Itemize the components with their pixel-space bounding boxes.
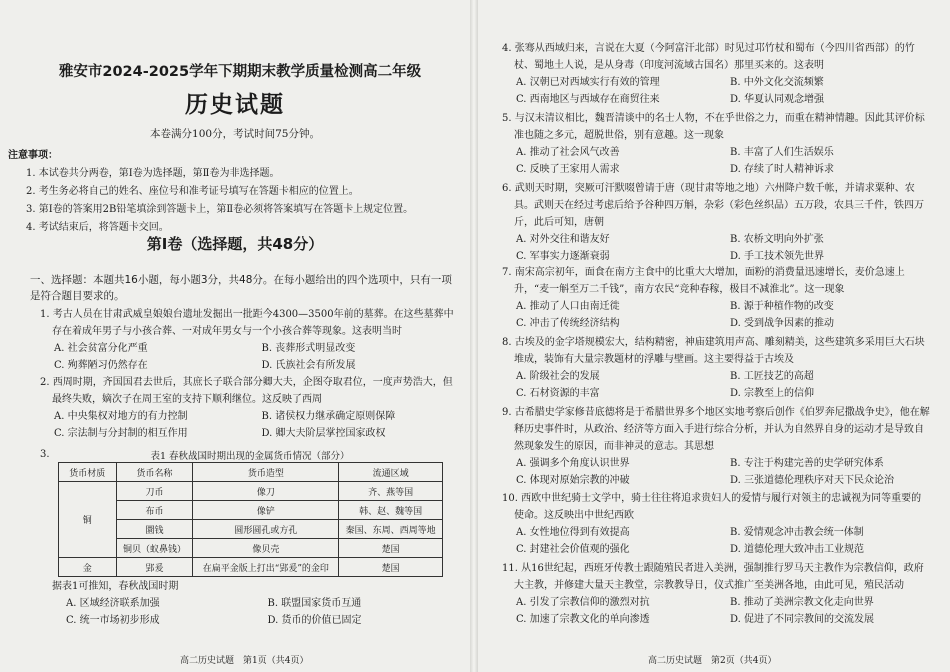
option-a: A. 阶级社会的发展 [516, 371, 600, 382]
option-c: C. 统一市场初步形成 [66, 615, 160, 626]
notice-heading: 注意事项： [8, 150, 58, 161]
table-cell: 在扁平金版上打出“郢爰”的金印 [193, 558, 339, 577]
table-caption: 表1 春秋战国时期出现的金属货币情况（部分） [150, 451, 350, 462]
option-c: C. 冲击了传统经济结构 [516, 318, 620, 329]
table-cell: 像贝壳 [193, 539, 339, 558]
question-7 [502, 264, 930, 332]
option-a: A. 中央集权对地方的有力控制 [54, 411, 188, 422]
question-stem: 10. 西欧中世纪骑士文学中，骑士往往将追求贵妇人的爱情与履行对领主的忠诚视为同等重要的使命。这反映出中世纪西欧 [502, 493, 922, 521]
exam-page-2 [478, 0, 950, 672]
currency-table [58, 462, 443, 577]
question-3 [52, 578, 455, 629]
table-cell: 圜钱 [116, 520, 193, 539]
table-header: 货币造型 [193, 463, 339, 482]
option-d: D. 存续了时人精神诉求 [730, 164, 835, 175]
notice-block [8, 147, 463, 237]
question-3-number: 3. [40, 449, 50, 460]
table-cell: 像刀 [193, 482, 339, 501]
question-stem: 9. 古希腊史学家修昔底德将是于希腊世界多个地区实地考察后创作《伯罗奔尼撒战争史》，他在解释历史事件时，从政治、经济等方面入手进行综合分析，并认为自然界自身的运动才是导致自然现象发生的原因，而非神灵的意志。其思想 [502, 407, 930, 452]
option-d: D. 受到战争因素的推动 [730, 318, 835, 329]
table-cell: 郢爰 [116, 558, 193, 577]
option-b: B. 工匠技艺的高超 [730, 371, 814, 382]
table-row [59, 520, 443, 539]
table-row [59, 558, 443, 577]
option-d: D. 华夏认同观念增强 [730, 94, 825, 105]
option-c: C. 军事实力逐渐衰弱 [516, 251, 610, 262]
question-stem: 5. 与汉末清议相比，魏晋清谈中的名士人物，不在乎世俗之力，而重在精神情趣。因此其评价标准也随之多元，超脱世俗，别有意趣。这一现象 [502, 113, 925, 141]
option-c: C. 体现对原始宗教的冲破 [516, 475, 630, 486]
option-c: C. 封建社会价值观的强化 [516, 544, 630, 555]
option-c: C. 加速了宗教文化的单向渗透 [516, 614, 650, 625]
option-c: C. 西南地区与西域存在商贸往来 [516, 94, 660, 105]
table-cell: 楚国 [339, 558, 443, 577]
option-b: B. 联盟国家货币互通 [267, 598, 362, 609]
table-header: 货币材质 [59, 463, 117, 482]
table-cell: 刀币 [116, 482, 193, 501]
subject-title: 历史试题 [185, 92, 285, 118]
question-1 [40, 306, 455, 374]
exam-title: 雅安市2024-2025学年下期期末教学质量检测高二年级 [58, 64, 422, 80]
page-footer: 高二历史试题 第1页（共4页） [180, 656, 309, 666]
option-d: D. 手工技术领先世界 [730, 251, 825, 262]
question-stem: 7. 南宋高宗初年，面食在南方主食中的比重大大增加，面粉的消费量迅速增长，麦价急速上升，“麦一斛至万二千钱”，南方农民“竞种春稼，极目不减淮北”。这一现象 [502, 267, 905, 295]
question-stem: 1. 考古人员在甘肃武威皇娘娘台遗址发掘出一批距今4300—3500年前的墓葬。在这些墓葬中存在着成年男子与小孩合葬、一对成年男女与一个小孩合葬等现象。这表明当时 [40, 309, 454, 337]
option-d: D. 宗教至上的信仰 [730, 388, 815, 399]
notice-item: 3. 第Ⅰ卷的答案用2B铅笔填涂到答题卡上，第Ⅱ卷必须将答案填写在答题卡上规定位置。 [26, 204, 414, 215]
option-a: A. 推动了人口由南迁徙 [516, 301, 620, 312]
table-cell: 布币 [116, 501, 193, 520]
option-b: B. 农桥文明向外扩张 [730, 234, 824, 245]
table-cell: 秦国、东周、西周等地 [339, 520, 443, 539]
option-c: C. 反映了王家用人需求 [516, 164, 620, 175]
notice-item: 1. 本试卷共分两卷，第Ⅰ卷为选择题，第Ⅱ卷为非选择题。 [26, 168, 280, 179]
question-stem: 8. 古埃及的金字塔规模宏大，结构精密，神庙建筑用声高、雕刻精美，这些建筑多采用巨大石块堆成，装饰有大量宗教题材的浮雕与壁画。这主要得益于古埃及 [502, 337, 925, 365]
option-a: A. 汉朝已对西域实行有效的管理 [516, 77, 660, 88]
option-d: D. 三张道德伦理秩序对天下民众论治 [730, 475, 895, 486]
question-2 [40, 374, 455, 442]
question-11 [502, 560, 930, 628]
option-b: B. 专注于构建完善的史学研究体系 [730, 458, 884, 469]
table-row [59, 482, 443, 501]
option-b: B. 丧葬形式明显改变 [261, 343, 356, 354]
table-cell: 像铲 [193, 501, 339, 520]
table-cell: 金 [59, 558, 117, 577]
notice-item: 4. 考试结束后，将答题卡交回。 [26, 222, 169, 233]
option-a: A. 女性地位得到有效提高 [516, 527, 630, 538]
question-stem: 6. 武则天时期，突厥可汗默啜曾请于唐（现甘肃等地之地）六州降户数千帐，并请求粟种、农具。武则天在经过考虑后给予谷种四万斛，杂彩（彩色丝织品）五万段，农具三千件，铁四万斤，此后可知，唐朝 [502, 183, 924, 228]
option-a: A. 区域经济联系加强 [66, 598, 160, 609]
option-a: A. 强调多个角度认识世界 [516, 458, 630, 469]
question-10 [502, 490, 930, 558]
option-d: D. 促进了不同宗教间的交流发展 [730, 614, 875, 625]
question-6 [502, 180, 930, 265]
option-b: B. 爱情观念冲击教会统一体制 [730, 527, 864, 538]
page-footer: 高二历史试题 第2页（共4页） [648, 656, 777, 666]
table-cell: 韩、赵、魏等国 [339, 501, 443, 520]
option-d: D. 氏族社会有所发展 [261, 360, 356, 371]
table-cell: 齐、燕等国 [339, 482, 443, 501]
option-b: B. 中外文化交流频繁 [730, 77, 824, 88]
option-a: A. 社会贫富分化严重 [54, 343, 148, 354]
section-title: 第Ⅰ卷（选择题，共48分） [146, 235, 324, 253]
page-gutter [470, 0, 478, 672]
exam-page-1 [0, 0, 470, 672]
exam-meta: 本卷满分100分，考试时间75分钟。 [150, 128, 320, 140]
option-b: B. 诸侯权力继承确定原则保障 [261, 411, 396, 422]
table-header-row [59, 463, 443, 482]
table-cell: 圆形圆孔或方孔 [193, 520, 339, 539]
question-8 [502, 334, 930, 402]
notice-item: 2. 考生务必将自己的姓名、座位号和准考证号填写在答题卡相应的位置上。 [26, 186, 359, 197]
option-d: D. 卿大夫阶层掌控国家政权 [261, 428, 386, 439]
question-5 [502, 110, 930, 178]
question-stem: 11. 从16世纪起，西班牙传教士跟随殖民者进入美洲，强制推行罗马天主教作为宗教信仰，政府大主教，并修建大量天主教堂，宗教教导日，仪式推广至美洲各地，由此可见，殖民活动 [502, 563, 924, 591]
option-d: D. 货币的价值已固定 [267, 615, 362, 626]
question-stem: 4. 张骞从西域归来，言说在大夏（今阿富汗北部）时见过邛竹杖和蜀布（今四川省西部）的竹杖、蜀地土人说，是从身毒（印度河流域古国名）那里买来的。这表明 [502, 43, 915, 71]
option-a: A. 对外交往和谐友好 [516, 234, 610, 245]
table-header: 货币名称 [116, 463, 193, 482]
table-row [59, 501, 443, 520]
table-cell: 铜贝（蚁鼻钱） [116, 539, 193, 558]
table-cell: 铜 [59, 482, 117, 558]
table-header: 流通区域 [339, 463, 443, 482]
option-d: D. 道德伦理大致冲击工业规范 [730, 544, 865, 555]
option-b: B. 丰富了人们生活娱乐 [730, 147, 834, 158]
section-instruction: 一、选择题：本题共16小题，每小题3分，共48分。在每小题给出的四个选项中，只有一项是符合题目要求的。 [30, 274, 452, 302]
option-a: A. 引发了宗教信仰的激烈对抗 [516, 597, 650, 608]
option-a: A. 推动了社会风气改善 [516, 147, 620, 158]
table-row [59, 539, 443, 558]
option-c: C. 石材资源的丰富 [516, 388, 600, 399]
question-stem: 据表1可推知，春秋战国时期 [52, 581, 179, 592]
option-b: B. 推动了美洲宗教文化走向世界 [730, 597, 874, 608]
option-c: C. 宗法制与分封制的相互作用 [54, 428, 188, 439]
question-stem: 2. 西周时期，齐国国君去世后，其庶长子联合部分卿大夫，企图夺取君位，一度声势浩大，但最终失败，嫡次子在周王室的支持下顺利继位。这反映了西周 [40, 377, 453, 405]
option-b: B. 源于种植作物的改变 [730, 301, 834, 312]
option-c: C. 殉葬陋习仍然存在 [54, 360, 148, 371]
question-4 [502, 40, 930, 108]
table-cell: 楚国 [339, 539, 443, 558]
question-9 [502, 404, 930, 489]
